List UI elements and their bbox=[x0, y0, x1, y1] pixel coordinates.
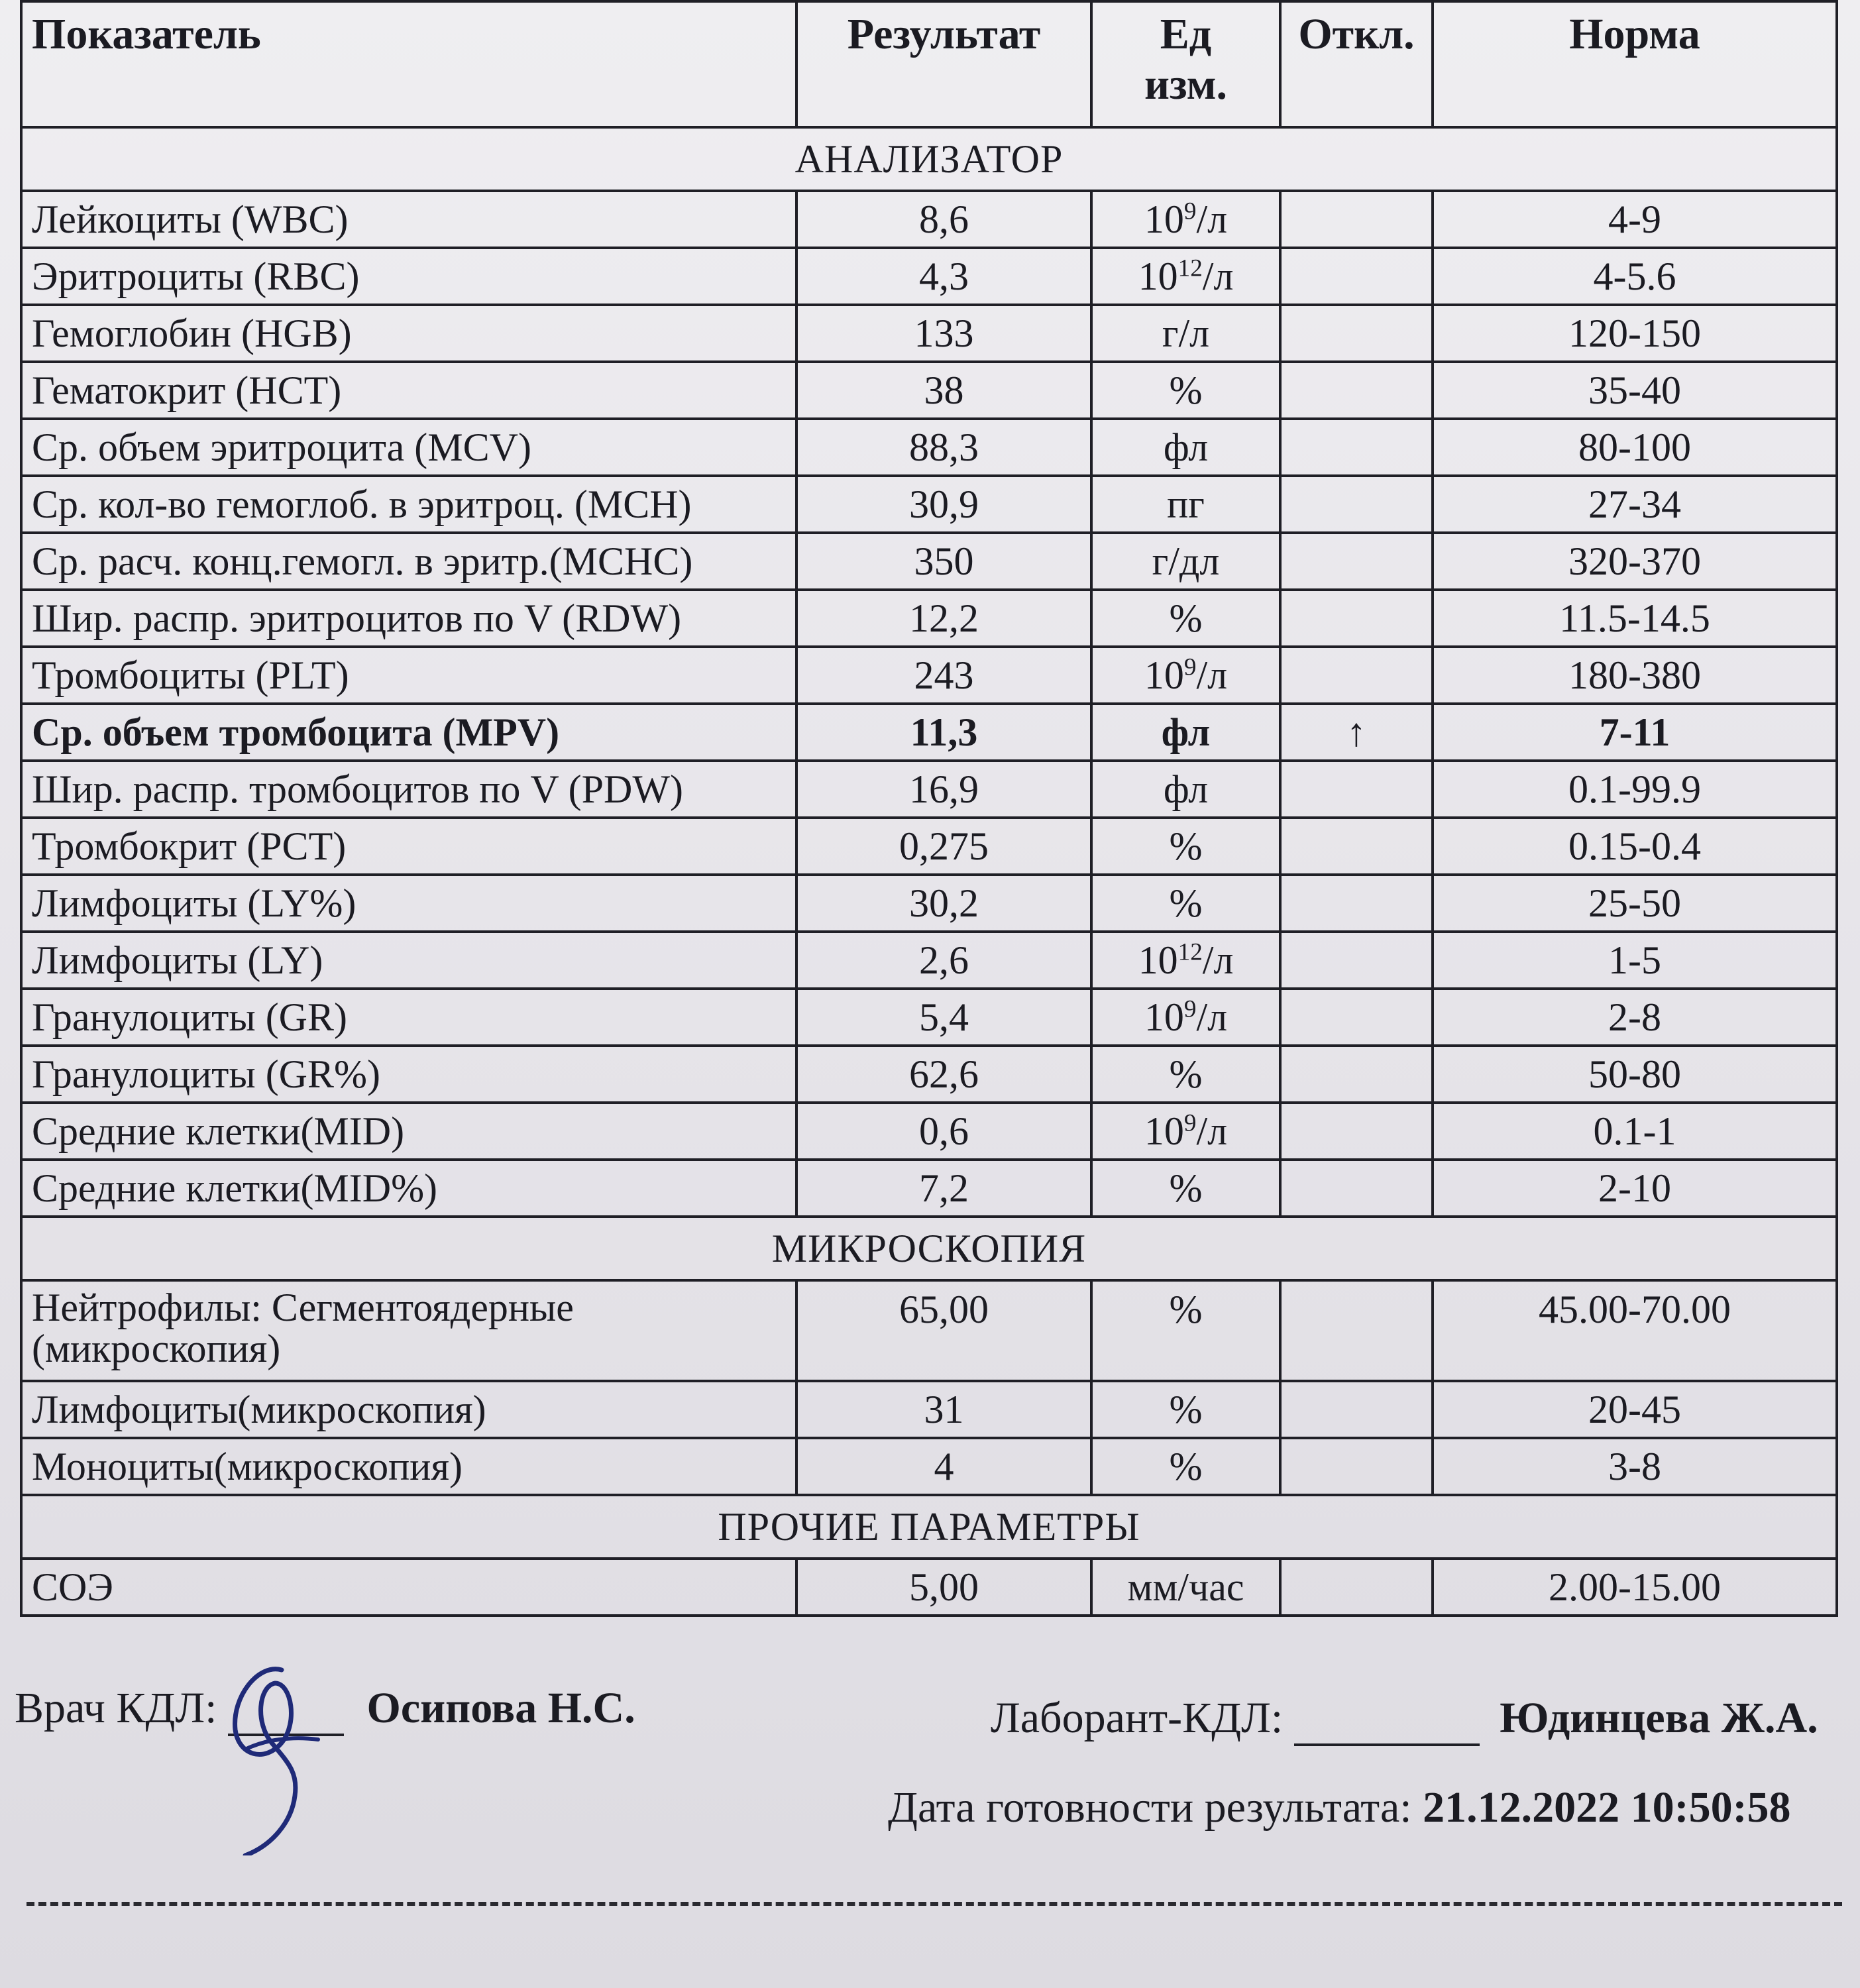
result-value: 350 bbox=[796, 533, 1091, 590]
indicator-name: Ср. объем эритроцита (MCV) bbox=[21, 419, 796, 476]
deviation-flag bbox=[1280, 818, 1433, 875]
section-header bbox=[21, 127, 1837, 191]
lab-signature-blank bbox=[1294, 1693, 1480, 1746]
result-value: 2,6 bbox=[796, 932, 1091, 989]
norm-range: 320-370 bbox=[1433, 533, 1837, 590]
deviation-flag bbox=[1280, 533, 1433, 590]
table-row bbox=[21, 1046, 1837, 1103]
unit-exponent: 9 bbox=[1183, 653, 1197, 681]
deviation-flag bbox=[1280, 248, 1433, 305]
unit-suffix: /л bbox=[1196, 653, 1228, 697]
indicator-name: СОЭ bbox=[21, 1559, 796, 1616]
unit-base: 10 bbox=[1144, 1109, 1184, 1153]
indicator-name: Лейкоциты (WBC) bbox=[21, 191, 796, 248]
unit-cell: фл bbox=[1091, 761, 1280, 818]
indicator-name: Гематокрит (HCT) bbox=[21, 362, 796, 419]
deviation-flag bbox=[1280, 1046, 1433, 1103]
unit-cell: % bbox=[1091, 875, 1280, 932]
norm-range: 11.5-14.5 bbox=[1433, 590, 1837, 647]
unit-base: 10 bbox=[1144, 653, 1184, 697]
norm-range: 0.15-0.4 bbox=[1433, 818, 1837, 875]
indicator-name: Шир. распр. тромбоцитов по V (PDW) bbox=[21, 761, 796, 818]
result-value: 31 bbox=[796, 1381, 1091, 1438]
deviation-flag bbox=[1280, 647, 1433, 704]
result-value: 4 bbox=[796, 1438, 1091, 1495]
unit-cell: % bbox=[1091, 1280, 1280, 1381]
norm-range: 20-45 bbox=[1433, 1381, 1837, 1438]
result-value: 0,275 bbox=[796, 818, 1091, 875]
unit-cell: фл bbox=[1091, 419, 1280, 476]
table-row bbox=[21, 647, 1837, 704]
result-value: 7,2 bbox=[796, 1160, 1091, 1217]
unit-suffix: /л bbox=[1196, 197, 1228, 241]
result-value: 8,6 bbox=[796, 191, 1091, 248]
header-unit-line2: изм. bbox=[1144, 60, 1228, 109]
norm-range: 3-8 bbox=[1433, 1438, 1837, 1495]
deviation-flag bbox=[1280, 932, 1433, 989]
norm-range: 50-80 bbox=[1433, 1046, 1837, 1103]
unit-cell bbox=[1091, 248, 1280, 305]
result-value: 65,00 bbox=[796, 1280, 1091, 1381]
table-row bbox=[21, 191, 1837, 248]
table-row bbox=[21, 1160, 1837, 1217]
unit-exponent: 9 bbox=[1183, 197, 1197, 225]
deviation-flag bbox=[1280, 989, 1433, 1046]
header-norm: Норма bbox=[1433, 1, 1837, 127]
indicator-name: Ср. кол-во гемоглоб. в эритроц. (MCH) bbox=[21, 476, 796, 533]
indicator-name: Средние клетки(MID%) bbox=[21, 1160, 796, 1217]
unit-cell: % bbox=[1091, 1046, 1280, 1103]
result-value: 5,4 bbox=[796, 989, 1091, 1046]
result-value: 12,2 bbox=[796, 590, 1091, 647]
unit-base: 10 bbox=[1144, 995, 1184, 1039]
deviation-flag bbox=[1280, 1103, 1433, 1160]
deviation-flag bbox=[1280, 305, 1433, 362]
table-row bbox=[21, 1103, 1837, 1160]
header-result: Результат bbox=[796, 1, 1091, 127]
norm-range: 2-8 bbox=[1433, 989, 1837, 1046]
unit-suffix: /л bbox=[1202, 938, 1234, 982]
section-title: МИКРОСКОПИЯ bbox=[21, 1217, 1837, 1280]
result-value: 5,00 bbox=[796, 1559, 1091, 1616]
indicator-name: Гранулоциты (GR%) bbox=[21, 1046, 796, 1103]
indicator-name: Эритроциты (RBC) bbox=[21, 248, 796, 305]
unit-exponent: 12 bbox=[1177, 254, 1203, 282]
indicator-name: Лимфоциты(микроскопия) bbox=[21, 1381, 796, 1438]
deviation-flag bbox=[1280, 1438, 1433, 1495]
unit-suffix: /л bbox=[1196, 1109, 1228, 1153]
norm-range: 2-10 bbox=[1433, 1160, 1837, 1217]
lab-label: Лаборант-КДЛ: bbox=[991, 1694, 1284, 1742]
table-row bbox=[21, 1559, 1837, 1616]
section-title: ПРОЧИЕ ПАРАМЕТРЫ bbox=[21, 1495, 1837, 1559]
indicator-name: Тромбоциты (PLT) bbox=[21, 647, 796, 704]
deviation-flag bbox=[1280, 1381, 1433, 1438]
unit-base: 10 bbox=[1138, 938, 1178, 982]
unit-cell: мм/час bbox=[1091, 1559, 1280, 1616]
result-value: 4,3 bbox=[796, 248, 1091, 305]
results-table bbox=[20, 0, 1838, 1617]
header-unit bbox=[1091, 1, 1280, 127]
result-value: 0,6 bbox=[796, 1103, 1091, 1160]
section-header bbox=[21, 1217, 1837, 1280]
result-value: 11,3 bbox=[796, 704, 1091, 761]
unit-exponent: 9 bbox=[1183, 1109, 1197, 1137]
result-value: 88,3 bbox=[796, 419, 1091, 476]
table-row bbox=[21, 989, 1837, 1046]
result-value: 38 bbox=[796, 362, 1091, 419]
unit-cell bbox=[1091, 1103, 1280, 1160]
date-value: 21.12.2022 10:50:58 bbox=[1423, 1783, 1791, 1832]
tear-line-divider bbox=[27, 1902, 1842, 1906]
table-row bbox=[21, 704, 1837, 761]
lab-name: Юдинцева Ж.А. bbox=[1500, 1694, 1818, 1742]
result-value: 62,6 bbox=[796, 1046, 1091, 1103]
header-deviation: Откл. bbox=[1280, 1, 1433, 127]
norm-range: 27-34 bbox=[1433, 476, 1837, 533]
table-header bbox=[21, 1, 1837, 127]
table-row bbox=[21, 533, 1837, 590]
table-row bbox=[21, 590, 1837, 647]
norm-range: 45.00-70.00 bbox=[1433, 1280, 1837, 1381]
result-value: 30,9 bbox=[796, 476, 1091, 533]
section-header bbox=[21, 1495, 1837, 1559]
unit-base: 10 bbox=[1144, 197, 1184, 241]
result-value: 30,2 bbox=[796, 875, 1091, 932]
table-row bbox=[21, 1438, 1837, 1495]
deviation-flag bbox=[1280, 761, 1433, 818]
unit-cell: % bbox=[1091, 1438, 1280, 1495]
header-indicator: Показатель bbox=[21, 1, 796, 127]
norm-range: 35-40 bbox=[1433, 362, 1837, 419]
norm-range: 2.00-15.00 bbox=[1433, 1559, 1837, 1616]
indicator-name: Средние клетки(MID) bbox=[21, 1103, 796, 1160]
indicator-name: Лимфоциты (LY) bbox=[21, 932, 796, 989]
norm-range: 4-9 bbox=[1433, 191, 1837, 248]
unit-exponent: 9 bbox=[1183, 995, 1197, 1023]
header-unit-line1: Ед bbox=[1160, 10, 1212, 58]
norm-range: 1-5 bbox=[1433, 932, 1837, 989]
lab-signature-line bbox=[991, 1693, 1818, 1746]
table-row bbox=[21, 761, 1837, 818]
unit-cell: % bbox=[1091, 362, 1280, 419]
deviation-flag bbox=[1280, 1559, 1433, 1616]
unit-suffix: /л bbox=[1196, 995, 1228, 1039]
table-row bbox=[21, 1381, 1837, 1438]
norm-range: 0.1-99.9 bbox=[1433, 761, 1837, 818]
norm-range: 80-100 bbox=[1433, 419, 1837, 476]
unit-cell bbox=[1091, 932, 1280, 989]
norm-range: 120-150 bbox=[1433, 305, 1837, 362]
indicator-name: Шир. распр. эритроцитов по V (RDW) bbox=[21, 590, 796, 647]
unit-cell bbox=[1091, 191, 1280, 248]
deviation-flag bbox=[1280, 362, 1433, 419]
table-body bbox=[21, 127, 1837, 1616]
indicator-name: Нейтрофилы: Сегментоядерные (микроскопия) bbox=[21, 1280, 796, 1381]
table-row bbox=[21, 1280, 1837, 1381]
indicator-name: Ср. объем тромбоцита (MPV) bbox=[21, 704, 796, 761]
indicator-name: Тромбокрит (PCT) bbox=[21, 818, 796, 875]
norm-range: 25-50 bbox=[1433, 875, 1837, 932]
result-value: 243 bbox=[796, 647, 1091, 704]
doctor-signature-icon bbox=[219, 1657, 338, 1855]
unit-cell: фл bbox=[1091, 704, 1280, 761]
deviation-flag bbox=[1280, 590, 1433, 647]
norm-range: 4-5.6 bbox=[1433, 248, 1837, 305]
deviation-flag bbox=[1280, 1280, 1433, 1381]
table-row bbox=[21, 362, 1837, 419]
unit-cell: % bbox=[1091, 590, 1280, 647]
unit-cell: г/л bbox=[1091, 305, 1280, 362]
result-date-line bbox=[888, 1783, 1791, 1833]
indicator-name: Гранулоциты (GR) bbox=[21, 989, 796, 1046]
indicator-name: Ср. расч. конц.гемогл. в эритр.(MCHC) bbox=[21, 533, 796, 590]
unit-cell: % bbox=[1091, 818, 1280, 875]
indicator-name: Лимфоциты (LY%) bbox=[21, 875, 796, 932]
table-row bbox=[21, 248, 1837, 305]
unit-cell: г/дл bbox=[1091, 533, 1280, 590]
unit-cell bbox=[1091, 647, 1280, 704]
unit-cell bbox=[1091, 989, 1280, 1046]
deviation-flag bbox=[1280, 419, 1433, 476]
norm-range: 7-11 bbox=[1433, 704, 1837, 761]
deviation-flag: ↑ bbox=[1280, 704, 1433, 761]
indicator-name: Моноциты(микроскопия) bbox=[21, 1438, 796, 1495]
table-row bbox=[21, 932, 1837, 989]
unit-cell: % bbox=[1091, 1381, 1280, 1438]
unit-base: 10 bbox=[1138, 254, 1178, 298]
date-label: Дата готовности результата: bbox=[888, 1783, 1412, 1832]
table-row bbox=[21, 419, 1837, 476]
section-title: АНАЛИЗАТОР bbox=[21, 127, 1837, 191]
result-value: 16,9 bbox=[796, 761, 1091, 818]
unit-suffix: /л bbox=[1202, 254, 1234, 298]
table-row bbox=[21, 875, 1837, 932]
result-value: 133 bbox=[796, 305, 1091, 362]
deviation-flag bbox=[1280, 191, 1433, 248]
doctor-label: Врач КДЛ: bbox=[15, 1684, 217, 1732]
unit-exponent: 12 bbox=[1177, 938, 1203, 966]
deviation-flag bbox=[1280, 875, 1433, 932]
deviation-flag bbox=[1280, 1160, 1433, 1217]
table-row bbox=[21, 476, 1837, 533]
norm-range: 180-380 bbox=[1433, 647, 1837, 704]
table-row bbox=[21, 305, 1837, 362]
unit-cell: % bbox=[1091, 1160, 1280, 1217]
deviation-flag bbox=[1280, 476, 1433, 533]
unit-cell: пг bbox=[1091, 476, 1280, 533]
norm-range: 0.1-1 bbox=[1433, 1103, 1837, 1160]
doctor-name: Осипова Н.С. bbox=[366, 1684, 635, 1732]
indicator-name: Гемоглобин (HGB) bbox=[21, 305, 796, 362]
table-row bbox=[21, 818, 1837, 875]
